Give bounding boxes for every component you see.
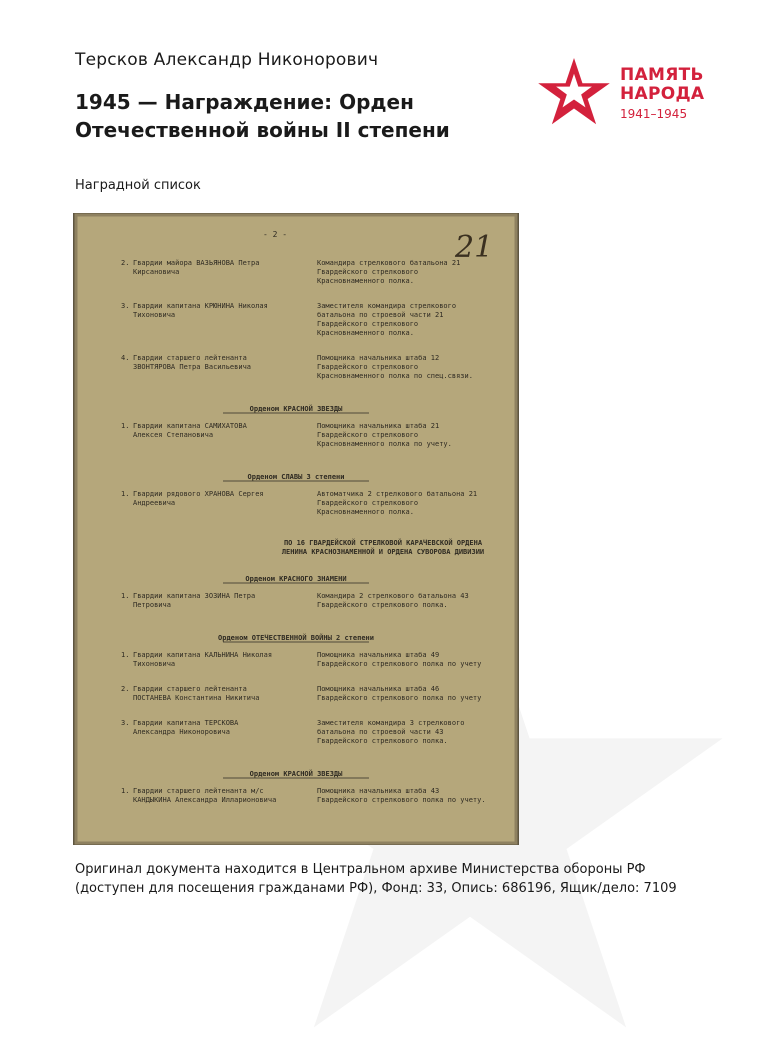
- scan-entry-role: Гвардейского стрелкового полка по учету: [317, 694, 482, 702]
- scan-entry-role: Командира 2 стрелкового батальона 43: [317, 592, 469, 600]
- document-scan-image: [73, 213, 519, 845]
- scan-entry-role: Гвардейского стрелкового полка по учету: [317, 660, 482, 668]
- scan-entry-role: Гвардейского стрелкового полка.: [317, 601, 448, 609]
- scan-entry-role: Гвардейского стрелкового полка по учету.: [317, 796, 486, 804]
- scan-entry-name: ПОСТАНЕВА Константина Никитича: [133, 694, 260, 702]
- scan-entry-role: Красновнаменного полка.: [317, 277, 414, 285]
- archive-caption: Оригинал документа находится в Центральном архиве Министерства обороны РФ (доступен для посещения гражданами РФ), Фонд: 33, Опись: 686196, Ящик/дело: 7109: [75, 862, 677, 896]
- scan-entry-name: Тихоновича: [133, 660, 176, 668]
- scan-entry-number: 3.: [121, 302, 130, 310]
- scan-entry-role: Командира стрелкового батальона 21: [317, 259, 461, 267]
- scan-entry-name: Андреевича: [133, 499, 176, 507]
- scan-entry-name: Гвардии капитана САМИХАТОВА: [133, 422, 247, 430]
- scan-section-heading: Орденом КРАСНОЙ ЗВЕЗДЫ: [249, 770, 343, 778]
- red-star-icon: [538, 58, 610, 126]
- scan-division-heading: ЛЕНИНА КРАСНОЗНАМЕННОЙ И ОРДЕНА СУВОРОВА ДИВИЗИИ: [281, 548, 485, 556]
- scan-entry-name: Алексея Степановича: [133, 431, 214, 439]
- scan-section-heading: Орденом ОТЕЧЕСТВЕННОЙ ВОЙНЫ 2 степени: [218, 634, 374, 642]
- scan-entry-role: Красновнаменного полка.: [317, 508, 414, 516]
- scan-entry-name: Кирсановича: [133, 268, 180, 276]
- scan-entry-name: Тихоновича: [133, 311, 176, 319]
- scan-entry-role: Заместителя командира 3 стрелкового: [317, 719, 465, 727]
- logo-line-2: НАРОДА: [620, 84, 705, 104]
- scan-entry-role: батальона по строевой части 43: [317, 728, 444, 736]
- scan-entry-role: Гвардейского стрелкового полка.: [317, 737, 448, 745]
- scan-entry-role: Помощника начальника штаба 12: [317, 354, 440, 362]
- scan-entry-name: Гвардии капитана КРЮНИНА Николая: [133, 302, 268, 310]
- scan-entry-role: Гвардейского стрелкового: [317, 499, 419, 507]
- scan-page-number: - 2 -: [263, 230, 288, 239]
- document-scan[interactable]: [73, 213, 519, 845]
- scan-entry-role: Красновнаменного полка по спец.связи.: [317, 372, 473, 380]
- scan-entry-number: 1.: [121, 651, 130, 659]
- scan-handwritten-number: 21: [455, 230, 494, 265]
- logo-years: 1941–1945: [620, 107, 688, 121]
- logo-line-1: ПАМЯТЬ: [620, 65, 704, 85]
- scan-entry-name: Гвардии старшего лейтенанта: [133, 354, 247, 362]
- document-type: Наградной список: [75, 178, 201, 193]
- scan-entry-number: 4.: [121, 354, 130, 362]
- scan-entry-role: Красновнаменного полка по учету.: [317, 440, 452, 448]
- scan-entry-role: Гвардейского стрелкового: [317, 320, 419, 328]
- scan-entry-role: Помощника начальника штаба 46: [317, 685, 440, 693]
- scan-entry-name: Александра Никоноровича: [133, 728, 230, 736]
- scan-entry-role: Помощника начальника штаба 21: [317, 422, 440, 430]
- scan-division-heading: ПО 16 ГВАРДЕЙСКОЙ СТРЕЛКОВОЙ КАРАЧЕВСКОЙ ОРДЕНА: [283, 539, 483, 547]
- scan-entry-role: Красновнаменного полка.: [317, 329, 414, 337]
- scan-entry-name: Гвардии капитана ЗОЗИНА Петра: [133, 592, 256, 600]
- event-title: 1945 — Награждение: Орден Отечественной войны II степени: [75, 90, 450, 142]
- scan-entry-role: Автоматчика 2 стрелкового батальона 21: [317, 490, 478, 498]
- scan-section-heading: Орденом КРАСНОГО ЗНАМЕНИ: [245, 575, 347, 583]
- scan-section-heading: Орденом СЛАВЫ 3 степени: [247, 473, 345, 481]
- scan-entry-role: Помощника начальника штаба 49: [317, 651, 440, 659]
- scan-entry-number: 1.: [121, 422, 130, 430]
- scan-entry-number: 1.: [121, 592, 130, 600]
- scan-entry-name: Гвардии старшего лейтенанта м/с: [133, 787, 264, 795]
- scan-entry-name: Петровича: [133, 601, 171, 609]
- scan-entry-name: Гвардии капитана ТЕРСКОВА: [133, 719, 239, 727]
- scan-entry-role: Заместителя командира стрелкового: [317, 302, 457, 310]
- scan-entry-name: Гвардии старшего лейтенанта: [133, 685, 247, 693]
- scan-entry-number: 2.: [121, 259, 130, 267]
- scan-entry-role: Гвардейского стрелкового: [317, 431, 419, 439]
- scan-entry-name: Гвардии майора ВАЗЬЯНОВА Петра: [133, 259, 260, 267]
- scan-entry-role: батальона по строевой части 21: [317, 311, 444, 319]
- scan-entry-name: Гвардии капитана КАЛЬНИНА Николая: [133, 651, 273, 659]
- scan-entry-number: 3.: [121, 719, 130, 727]
- scan-entry-name: КАНДЫКИНА Александра Илларионовича: [133, 796, 277, 804]
- scan-entry-role: Гвардейского стрелкового: [317, 363, 419, 371]
- scan-entry-role: Помощника начальника штаба 43: [317, 787, 440, 795]
- scan-section-heading: Орденом КРАСНОЙ ЗВЕЗДЫ: [249, 405, 343, 413]
- scan-entry-name: ЗВОНТЯРОВА Петра Васильевича: [133, 363, 252, 371]
- pamyat-naroda-logo[interactable]: [538, 58, 718, 128]
- scan-entry-number: 2.: [121, 685, 130, 693]
- scan-entry-number: 1.: [121, 490, 130, 498]
- scan-entry-name: Гвардии рядового ХРАНОВА Сергея: [133, 490, 264, 498]
- scan-entry-role: Гвардейского стрелкового: [317, 268, 419, 276]
- scan-entry-number: 1.: [121, 787, 130, 795]
- person-name: Терсков Александр Никонорович: [75, 50, 379, 70]
